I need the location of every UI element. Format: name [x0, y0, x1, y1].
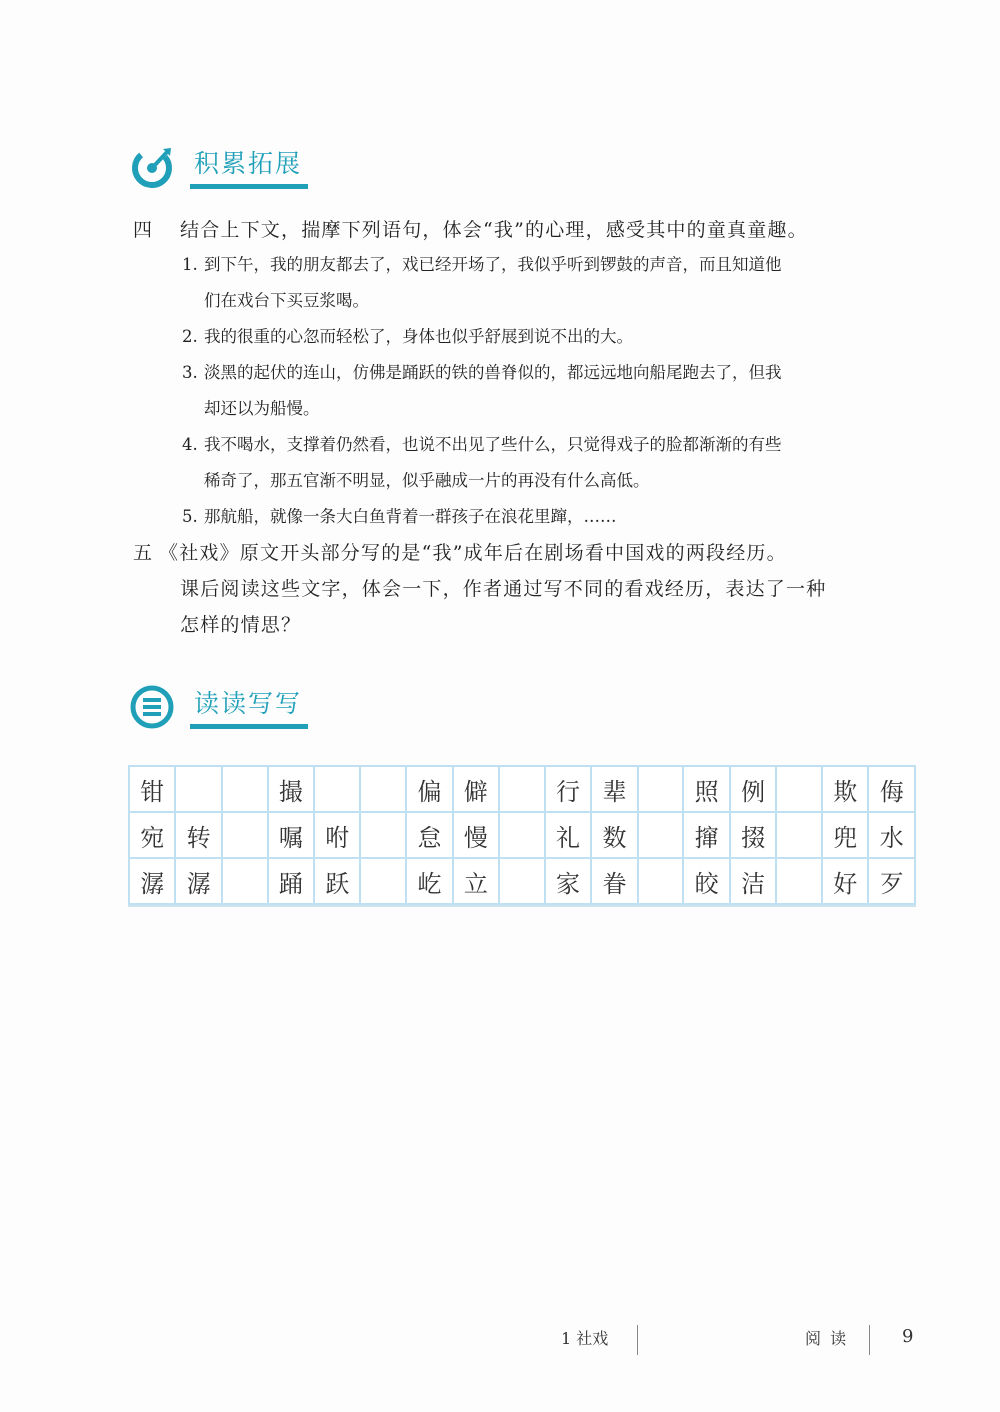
grid-cell	[638, 812, 684, 858]
item-text: 我不喝水，支撑着仍然看，也说不出见了些什么，只觉得戏子的脸都渐渐的有些	[204, 435, 782, 454]
section-title: 积累拓展	[190, 144, 308, 189]
item-text: 到下午，我的朋友都去了，戏已经开场了，我似乎听到锣鼓的声音，而且知道他	[204, 255, 782, 274]
question-number: 五	[133, 542, 154, 564]
grid-cell	[638, 858, 684, 904]
grid-cell: 礼	[545, 812, 591, 858]
list-item: 5. 那航船，就像一条大白鱼背着一群孩子在浪花里蹿，……	[182, 507, 617, 526]
grid-cell: 家	[545, 858, 591, 904]
grid-cell	[360, 766, 406, 812]
grid-cell	[499, 858, 545, 904]
grid-cell: 歹	[868, 858, 915, 904]
grid-cell	[175, 766, 221, 812]
target-arrow-icon	[130, 143, 176, 189]
question-number: 四	[133, 219, 154, 241]
grid-cell: 撺	[683, 812, 729, 858]
grid-cell: 侮	[868, 766, 915, 812]
grid-cell: 掇	[730, 812, 776, 858]
grid-cell	[314, 766, 360, 812]
list-item: 3. 淡黑的起伏的连山，仿佛是踊跃的铁的兽脊似的，都远远地向船尾跑去了，但我 却还以为船慢。	[182, 355, 922, 427]
grid-cell: 嘱	[268, 812, 314, 858]
item-text: 我的很重的心忽而轻松了，身体也似乎舒展到说不出的大。	[204, 327, 633, 346]
grid-cell	[222, 812, 268, 858]
grid-cell	[776, 812, 822, 858]
question-text: 《社戏》原文开头部分写的是“我”成年后在剧场看中国戏的两段经历。	[159, 542, 787, 564]
question-text: 结合上下文，揣摩下列语句，体会“我”的心理，感受其中的童真童趣。	[180, 219, 808, 241]
grid-cell	[499, 812, 545, 858]
grid-cell: 水	[868, 812, 915, 858]
list-item: 2. 我的很重的心忽而轻松了，身体也似乎舒展到说不出的大。	[182, 327, 633, 346]
grid-row	[129, 766, 915, 812]
grid-cell: 怠	[406, 812, 452, 858]
grid-cell: 屹	[406, 858, 452, 904]
grid-cell: 洁	[730, 858, 776, 904]
grid-cell	[638, 766, 684, 812]
grid-cell: 撮	[268, 766, 314, 812]
footer-divider	[869, 1325, 870, 1355]
question-text-cont: 课后阅读这些文字，体会一下，作者通过写不同的看戏经历，表达了一种	[180, 578, 827, 600]
page-number: 9	[902, 1326, 914, 1347]
section-title: 读读写写	[190, 684, 308, 729]
grid-cell: 立	[453, 858, 499, 904]
grid-cell: 例	[730, 766, 776, 812]
grid-cell: 行	[545, 766, 591, 812]
grid-cell	[222, 858, 268, 904]
grid-cell: 踊	[268, 858, 314, 904]
grid-row	[129, 812, 915, 858]
grid-cell: 钳	[129, 766, 175, 812]
grid-cell: 跃	[314, 858, 360, 904]
item-text-cont: 们在戏台下买豆浆喝。	[204, 291, 369, 310]
footer-divider	[637, 1325, 638, 1355]
item-text: 那航船，就像一条大白鱼背着一群孩子在浪花里蹿，……	[204, 507, 617, 526]
question-text-cont: 怎样的情思？	[180, 614, 302, 636]
grid-cell: 咐	[314, 812, 360, 858]
section-header-read-write	[130, 683, 308, 729]
grid-cell: 辈	[591, 766, 637, 812]
grid-cell	[776, 858, 822, 904]
vocabulary-grid	[128, 765, 916, 905]
grid-cell: 转	[175, 812, 221, 858]
grid-cell: 宛	[129, 812, 175, 858]
list-item: 1. 到下午，我的朋友都去了，戏已经开场了，我似乎听到锣鼓的声音，而且知道他 们在戏台下买豆浆喝。	[182, 247, 922, 319]
grid-cell: 兜	[822, 812, 868, 858]
item-text-cont: 却还以为船慢。	[204, 399, 320, 418]
grid-cell: 僻	[453, 766, 499, 812]
section-header-accumulate	[130, 143, 308, 189]
grid-cell: 偏	[406, 766, 452, 812]
grid-cell: 皎	[683, 858, 729, 904]
grid-cell	[776, 766, 822, 812]
footer-lesson: 1 社戏	[561, 1329, 609, 1348]
item-text: 淡黑的起伏的连山，仿佛是踊跃的铁的兽脊似的，都远远地向船尾跑去了，但我	[204, 363, 782, 382]
grid-cell	[499, 766, 545, 812]
grid-cell: 照	[683, 766, 729, 812]
grid-cell	[360, 812, 406, 858]
grid-cell: 眷	[591, 858, 637, 904]
footer-unit: 阅 读	[805, 1329, 849, 1348]
grid-cell: 潺	[129, 858, 175, 904]
grid-cell: 慢	[453, 812, 499, 858]
grid-cell: 潺	[175, 858, 221, 904]
item-text-cont: 稀奇了，那五官渐不明显，似乎融成一片的再没有什么高低。	[204, 471, 650, 490]
list-item: 4. 我不喝水，支撑着仍然看，也说不出见了些什么，只觉得戏子的脸都渐渐的有些 稀奇了，那五官渐不明显，似乎融成一片的再没有什么高低。	[182, 427, 922, 499]
grid-cell: 数	[591, 812, 637, 858]
list-circle-icon	[130, 683, 176, 729]
grid-cell: 好	[822, 858, 868, 904]
grid-cell: 欺	[822, 766, 868, 812]
grid-cell	[222, 766, 268, 812]
question-5	[133, 535, 933, 645]
grid-cell	[360, 858, 406, 904]
grid-row	[129, 858, 915, 904]
